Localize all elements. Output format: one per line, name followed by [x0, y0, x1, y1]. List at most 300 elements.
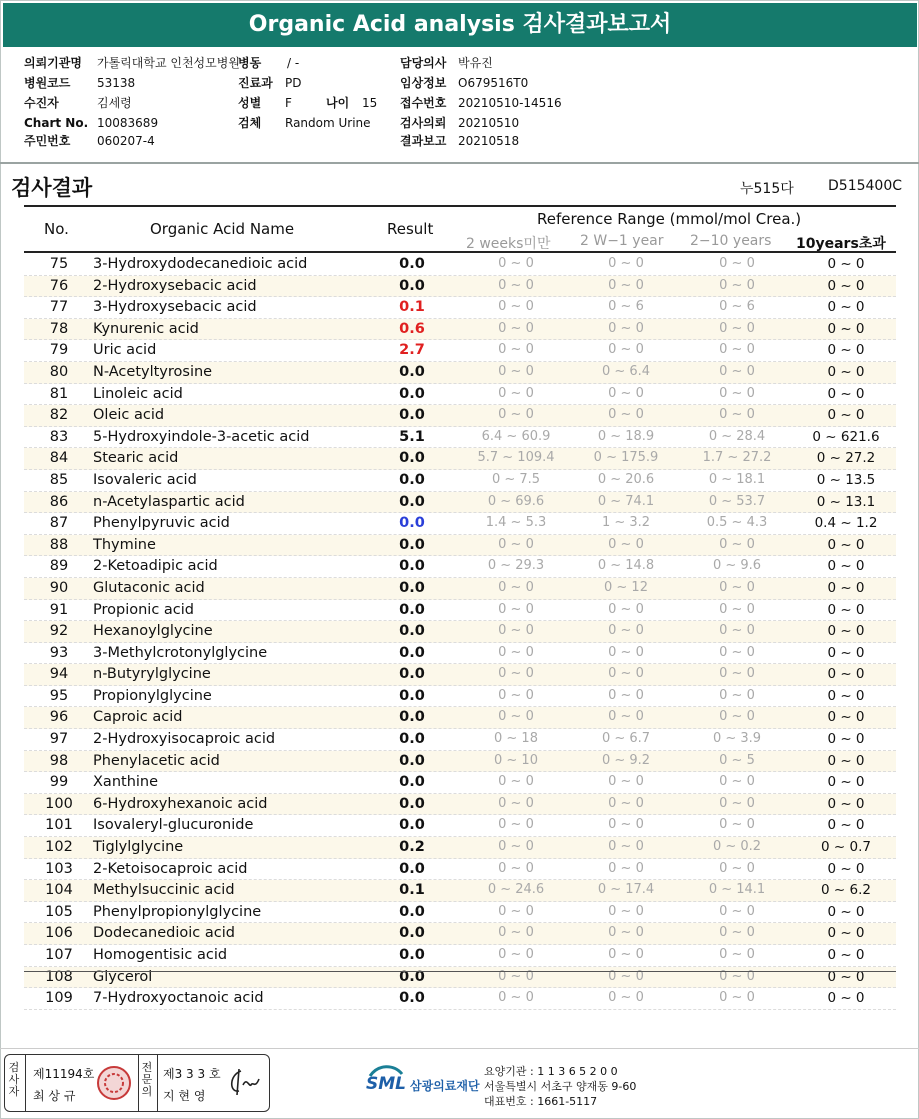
range-2-10y: 0 ~ 0 [719, 277, 755, 293]
result-value: 0.0 [399, 666, 425, 683]
result-value: 0.0 [399, 256, 425, 272]
id-value: 060207-4 [97, 134, 155, 148]
range-2w-1y: 0 ~ 74.1 [597, 493, 655, 509]
row-number: 106 [45, 925, 73, 942]
result-value: 0.0 [399, 795, 425, 812]
range-2-10y: 0 ~ 0 [719, 925, 755, 941]
range-2w-1y: 0 ~ 0 [608, 666, 644, 682]
range-2w-1y: 0 ~ 0 [608, 256, 644, 271]
range-2w-1y: 0 ~ 14.8 [597, 558, 655, 574]
range-2-10y: 0 ~ 0 [719, 342, 755, 358]
acid-name: Glycerol [93, 968, 153, 985]
range-2-10y: 0 ~ 6 [719, 299, 755, 315]
table-row [24, 384, 896, 406]
inspector-number: 제11194호 [33, 1067, 95, 1081]
range-10y-plus: 0 ~ 0 [827, 947, 865, 963]
sex-label: 성별 [238, 96, 262, 110]
row-number: 87 [49, 515, 69, 532]
range-2-10y: 0 ~ 28.4 [708, 428, 766, 444]
box-divider [25, 1055, 26, 1111]
range-10y-plus: 0 ~ 0 [827, 903, 865, 920]
range-10y-plus: 0 ~ 0 [827, 536, 865, 553]
table-row [24, 621, 896, 643]
range-2-10y: 0 ~ 0 [719, 407, 755, 423]
row-number: 95 [49, 687, 69, 704]
range-2weeks: 0 ~ 0 [498, 342, 534, 358]
address: 서울특별시 서초구 양재동 9-60 [484, 1080, 637, 1093]
range-2-10y: 0 ~ 14.1 [708, 882, 766, 898]
seal-icon [95, 1063, 133, 1103]
range-10y-plus: 0 ~ 0 [827, 342, 865, 359]
row-number: 89 [49, 558, 69, 575]
range-2w-1y: 0 ~ 18.9 [597, 428, 655, 444]
range-2w-1y: 0 ~ 0 [608, 320, 644, 336]
row-number: 79 [49, 342, 69, 359]
result-value: 0.0 [399, 363, 425, 380]
range-2-10y: 0 ~ 0 [719, 795, 755, 811]
range-10y-plus: 0 ~ 0 [827, 579, 865, 596]
range-2weeks: 0 ~ 0 [498, 363, 534, 379]
range-2weeks: 0 ~ 0 [498, 990, 534, 1006]
range-2-10y: 0 ~ 0 [719, 709, 755, 725]
request-label: 검사의뢰 [400, 116, 447, 130]
result-value: 0.0 [399, 471, 425, 488]
range-2w-1y: 0 ~ 0 [608, 774, 644, 790]
table-row [24, 254, 896, 276]
phone: 대표번호 : 1661-5117 [484, 1095, 598, 1108]
hospital-code-value: 53138 [97, 76, 136, 90]
range-2weeks: 0 ~ 0 [498, 709, 534, 725]
ward-label: 병동 [238, 56, 262, 70]
acid-name: Phenylpropionylglycine [93, 903, 262, 920]
range-2w-1y: 0 ~ 9.2 [601, 752, 651, 768]
range-10y-plus: 0 ~ 0 [827, 601, 865, 618]
age-label: 나이 [326, 96, 350, 110]
range-2-10y: 0 ~ 0 [719, 990, 755, 1006]
range-2w-1y: 0 ~ 0 [608, 342, 644, 358]
row-number: 78 [49, 320, 69, 337]
signature-icon [223, 1065, 263, 1099]
range-2w-1y: 1 ~ 3.2 [601, 515, 651, 531]
table-row [24, 319, 896, 341]
section-code-2: D515400C [828, 178, 902, 194]
result-value: 0.0 [399, 515, 425, 532]
table-row [24, 945, 896, 967]
table-row [24, 729, 896, 751]
acid-name: Isovaleryl-glucuronide [93, 817, 254, 834]
signature-box [4, 1054, 270, 1112]
row-number: 92 [49, 623, 69, 640]
range-2weeks: 0 ~ 0 [498, 277, 534, 293]
range-10y-plus: 0 ~ 0 [827, 558, 865, 575]
range-2w-1y: 0 ~ 0 [608, 277, 644, 293]
range-2weeks: 0 ~ 0 [498, 968, 534, 984]
table-row [24, 643, 896, 665]
table-row [24, 815, 896, 837]
range-2-10y: 0 ~ 18.1 [708, 471, 766, 487]
range-2-10y: 0 ~ 5 [719, 752, 755, 768]
range-2w-1y: 0 ~ 0 [608, 860, 644, 876]
clinical-value: O679516T0 [458, 76, 529, 90]
range-2-10y: 0 ~ 3.9 [712, 731, 762, 747]
result-value: 0.0 [399, 990, 425, 1007]
box-divider-3 [157, 1055, 158, 1111]
range-2-10y: 0 ~ 0 [719, 774, 755, 790]
hospital-code-label: 병원코드 [24, 76, 71, 90]
table-row [24, 902, 896, 924]
acid-name: 2-Hydroxyisocaproic acid [93, 731, 276, 748]
range-2-10y: 0 ~ 0 [719, 623, 755, 639]
acid-name: Dodecanedioic acid [93, 925, 235, 942]
section-code-1: 누515다 [740, 181, 794, 197]
range-10y-plus: 0 ~ 0 [827, 363, 865, 380]
inspector-name: 최 상 규 [33, 1089, 76, 1103]
report-date-label: 결과보고 [400, 134, 447, 148]
row-number: 83 [49, 428, 69, 445]
acid-name: 6-Hydroxyhexanoic acid [93, 795, 268, 812]
acid-name: 2-Ketoadipic acid [93, 558, 218, 575]
range-10y-plus: 0.4 ~ 1.2 [814, 515, 878, 532]
acid-name: Kynurenic acid [93, 320, 199, 337]
table-row [24, 859, 896, 881]
dept-value: PD [285, 76, 302, 90]
footer-separator [0, 1048, 919, 1049]
range-2weeks: 0 ~ 24.6 [487, 882, 545, 898]
row-number: 96 [49, 709, 69, 726]
result-value: 0.0 [399, 925, 425, 942]
range-2weeks: 0 ~ 0 [498, 687, 534, 703]
range-10y-plus: 0 ~ 13.1 [816, 493, 876, 510]
acid-name: Stearic acid [93, 450, 179, 467]
table-row [24, 600, 896, 622]
result-value: 0.0 [399, 968, 425, 985]
range-2-10y: 0 ~ 0 [719, 947, 755, 962]
header-separator [0, 162, 919, 164]
report-date-value: 20210518 [458, 134, 520, 148]
table-row [24, 297, 896, 319]
range-2-10y: 0 ~ 0 [719, 363, 755, 379]
table-row [24, 535, 896, 557]
range-10y-plus: 0 ~ 27.2 [816, 450, 876, 467]
range-2w-1y: 0 ~ 0 [608, 795, 644, 811]
acid-name: 2-Ketoisocaproic acid [93, 860, 248, 877]
row-number: 102 [45, 839, 73, 856]
row-number: 84 [49, 450, 69, 467]
range-2w-1y: 0 ~ 0 [608, 601, 644, 617]
box-divider-2 [138, 1055, 139, 1111]
range-2w-1y: 0 ~ 0 [608, 947, 644, 962]
range-2-10y: 0 ~ 0 [719, 860, 755, 876]
table-row [24, 427, 896, 449]
result-value: 0.0 [399, 558, 425, 575]
patient-label: 수진자 [24, 96, 59, 110]
range-2weeks: 1.4 ~ 5.3 [485, 515, 547, 531]
range-2-10y: 0.5 ~ 4.3 [706, 515, 768, 531]
col-header-name: Organic Acid Name [150, 220, 295, 238]
range-10y-plus: 0 ~ 0.7 [821, 839, 871, 856]
result-value: 5.1 [399, 428, 425, 445]
range-2weeks: 0 ~ 0 [498, 299, 534, 315]
sml-logo-text: SML [366, 1074, 406, 1094]
range-2weeks: 0 ~ 0 [498, 256, 534, 271]
result-value: 0.0 [399, 579, 425, 596]
acid-name: 2-Hydroxysebacic acid [93, 277, 257, 294]
table-row [24, 470, 896, 492]
acid-name: Phenylpyruvic acid [93, 515, 230, 532]
table-row [24, 686, 896, 708]
range-10y-plus: 0 ~ 0 [827, 925, 865, 942]
range-2w-1y: 0 ~ 0 [608, 903, 644, 919]
row-number: 100 [45, 795, 73, 812]
table-row [24, 794, 896, 816]
result-value: 0.0 [399, 277, 425, 294]
acid-name: Thymine [93, 536, 156, 553]
row-number: 77 [49, 299, 69, 316]
row-number: 103 [45, 860, 73, 877]
doctor-value: 박유진 [458, 56, 493, 70]
result-value: 0.0 [399, 817, 425, 834]
sub-header-2w-1y: 2 W−1 year [580, 233, 664, 249]
result-value: 0.0 [399, 644, 425, 661]
range-2w-1y: 0 ~ 0 [608, 687, 644, 703]
range-10y-plus: 0 ~ 0 [827, 731, 865, 748]
range-2weeks: 0 ~ 0 [498, 774, 534, 790]
row-number: 107 [45, 947, 73, 963]
range-2-10y: 0 ~ 0 [719, 687, 755, 703]
range-2-10y: 0 ~ 0.2 [712, 839, 762, 855]
range-10y-plus: 0 ~ 0 [827, 990, 865, 1007]
range-10y-plus: 0 ~ 0 [827, 623, 865, 640]
row-number: 104 [45, 882, 73, 899]
range-2weeks: 0 ~ 0 [498, 666, 534, 682]
row-number: 97 [49, 731, 69, 748]
specimen-value: Random Urine [285, 116, 371, 130]
range-2-10y: 0 ~ 9.6 [712, 558, 762, 574]
dept-label: 진료과 [238, 76, 273, 90]
section-title: 검사결과 [11, 176, 93, 200]
ward-value: / - [287, 56, 300, 70]
range-2w-1y: 0 ~ 12 [604, 579, 648, 595]
institution-value: 가톨릭대학교 인천성모병원 [97, 56, 240, 70]
acid-name: n-Acetylaspartic acid [93, 493, 245, 510]
col-header-no: No. [44, 220, 69, 238]
range-2w-1y: 0 ~ 0 [608, 968, 644, 984]
range-10y-plus: 0 ~ 0 [827, 687, 865, 704]
table-row [24, 967, 896, 989]
table-row [24, 340, 896, 362]
range-2weeks: 5.7 ~ 109.4 [477, 450, 555, 466]
doctor-label: 담당의사 [400, 56, 447, 70]
acid-name: Homogentisic acid [93, 947, 228, 963]
sub-header-10y-plus: 10years초과 [796, 236, 886, 252]
range-2w-1y: 0 ~ 175.9 [593, 450, 659, 466]
range-2w-1y: 0 ~ 0 [608, 623, 644, 639]
table-top-rule [24, 205, 896, 207]
acid-name: 3-Methylcrotonylglycine [93, 644, 268, 661]
range-10y-plus: 0 ~ 0 [827, 666, 865, 683]
range-2weeks: 0 ~ 69.6 [487, 493, 545, 509]
result-value: 0.0 [399, 860, 425, 877]
table-row [24, 405, 896, 427]
row-number: 86 [49, 493, 69, 510]
report-title: Organic Acid analysis 검사결과보고서 [3, 3, 917, 47]
sub-header-2-10y: 2−10 years [690, 233, 772, 249]
range-2w-1y: 0 ~ 0 [608, 817, 644, 833]
row-number: 105 [45, 903, 73, 920]
table-row [24, 578, 896, 600]
range-2-10y: 0 ~ 0 [719, 817, 755, 833]
table-row [24, 707, 896, 729]
acid-name: Uric acid [93, 342, 157, 359]
row-number: 108 [45, 968, 73, 985]
acid-name: 5-Hydroxyindole-3-acetic acid [93, 428, 310, 445]
range-2weeks: 0 ~ 0 [498, 385, 534, 401]
range-2weeks: 0 ~ 0 [498, 536, 534, 552]
range-2weeks: 0 ~ 0 [498, 795, 534, 811]
receipt-value: 20210510-14516 [458, 96, 562, 110]
range-2-10y: 1.7 ~ 27.2 [702, 450, 772, 466]
table-row [24, 751, 896, 773]
range-2weeks: 0 ~ 0 [498, 623, 534, 639]
range-2-10y: 0 ~ 0 [719, 385, 755, 401]
range-2weeks: 0 ~ 0 [498, 925, 534, 941]
row-number: 75 [49, 256, 69, 272]
table-row [24, 556, 896, 578]
range-10y-plus: 0 ~ 0 [827, 709, 865, 726]
range-2weeks: 0 ~ 0 [498, 579, 534, 595]
range-2w-1y: 0 ~ 0 [608, 385, 644, 401]
result-rows [24, 254, 896, 1010]
result-value: 0.0 [399, 947, 425, 963]
range-2weeks: 0 ~ 0 [498, 644, 534, 660]
inspector-label: 검사자 [8, 1061, 20, 1098]
acid-name: 7-Hydroxyoctanoic acid [93, 990, 264, 1007]
result-value: 0.0 [399, 536, 425, 553]
range-10y-plus: 0 ~ 13.5 [816, 471, 876, 488]
table-row [24, 923, 896, 945]
acid-name: Glutaconic acid [93, 579, 205, 596]
acid-name: Propionic acid [93, 601, 194, 618]
range-10y-plus: 0 ~ 0 [827, 256, 865, 272]
specialist-label: 전문의 [141, 1061, 153, 1098]
range-10y-plus: 0 ~ 0 [827, 277, 865, 294]
range-2-10y: 0 ~ 0 [719, 644, 755, 660]
range-10y-plus: 0 ~ 0 [827, 774, 865, 791]
table-row [24, 276, 896, 298]
table-bottom-rule [24, 971, 896, 972]
result-value: 0.0 [399, 407, 425, 424]
table-row [24, 513, 896, 535]
range-2weeks: 0 ~ 18 [494, 731, 538, 747]
range-2-10y: 0 ~ 0 [719, 666, 755, 682]
table-row [24, 880, 896, 902]
range-2-10y: 0 ~ 0 [719, 601, 755, 617]
specimen-label: 검체 [238, 116, 262, 130]
range-2weeks: 0 ~ 0 [498, 601, 534, 617]
row-number: 76 [49, 277, 69, 294]
range-2w-1y: 0 ~ 0 [608, 407, 644, 423]
table-row [24, 988, 896, 1010]
result-value: 0.0 [399, 601, 425, 618]
range-10y-plus: 0 ~ 0 [827, 644, 865, 661]
range-2-10y: 0 ~ 0 [719, 536, 755, 552]
range-10y-plus: 0 ~ 6.2 [821, 882, 871, 899]
org-name: 삼광의료재단 [410, 1079, 480, 1093]
age-value: 15 [362, 96, 378, 110]
table-row [24, 664, 896, 686]
result-value: 0.1 [399, 882, 425, 899]
range-2weeks: 0 ~ 0 [498, 407, 534, 423]
result-value: 0.0 [399, 731, 425, 748]
table-row [24, 837, 896, 859]
row-number: 101 [45, 817, 73, 834]
range-10y-plus: 0 ~ 0 [827, 968, 865, 985]
range-2weeks: 0 ~ 10 [494, 752, 538, 768]
specialist-name: 지 현 영 [163, 1089, 206, 1103]
range-2-10y: 0 ~ 0 [719, 968, 755, 984]
acid-name: Oleic acid [93, 407, 165, 424]
range-2-10y: 0 ~ 0 [719, 320, 755, 336]
result-value: 0.0 [399, 623, 425, 640]
table-row [24, 362, 896, 384]
range-2weeks: 0 ~ 7.5 [491, 471, 541, 487]
result-value: 0.6 [399, 320, 425, 337]
row-number: 82 [49, 407, 69, 424]
range-2w-1y: 0 ~ 0 [608, 925, 644, 941]
result-value: 0.2 [399, 839, 425, 856]
range-10y-plus: 0 ~ 0 [827, 860, 865, 877]
range-2weeks: 0 ~ 0 [498, 947, 534, 962]
institution-label: 의뢰기관명 [24, 56, 82, 70]
range-2w-1y: 0 ~ 6 [608, 299, 644, 315]
row-number: 98 [49, 752, 69, 769]
range-10y-plus: 0 ~ 0 [827, 299, 865, 316]
range-2w-1y: 0 ~ 0 [608, 644, 644, 660]
range-2w-1y: 0 ~ 17.4 [597, 882, 655, 898]
acid-name: Caproic acid [93, 709, 183, 726]
acid-name: n-Butyrylglycine [93, 666, 211, 683]
acid-name: Methylsuccinic acid [93, 882, 235, 899]
range-10y-plus: 0 ~ 0 [827, 817, 865, 834]
request-value: 20210510 [458, 116, 520, 130]
row-number: 94 [49, 666, 69, 683]
range-10y-plus: 0 ~ 0 [827, 385, 865, 402]
range-2-10y: 0 ~ 0 [719, 256, 755, 271]
chart-label: Chart No. [24, 116, 89, 130]
range-10y-plus: 0 ~ 0 [827, 752, 865, 769]
chart-value: 10083689 [97, 116, 159, 130]
range-2w-1y: 0 ~ 20.6 [597, 471, 655, 487]
specialist-number: 제3 3 3 호 [163, 1067, 221, 1081]
range-2w-1y: 0 ~ 0 [608, 709, 644, 725]
range-2w-1y: 0 ~ 0 [608, 990, 644, 1006]
range-2weeks: 0 ~ 0 [498, 860, 534, 876]
range-2w-1y: 0 ~ 0 [608, 839, 644, 855]
row-number: 88 [49, 536, 69, 553]
table-row [24, 772, 896, 794]
result-value: 0.1 [399, 299, 425, 316]
result-value: 0.0 [399, 687, 425, 704]
acid-name: Isovaleric acid [93, 471, 197, 488]
row-number: 90 [49, 579, 69, 596]
sex-value: F [285, 96, 292, 110]
result-value: 0.0 [399, 774, 425, 791]
range-2weeks: 0 ~ 0 [498, 320, 534, 336]
result-value: 0.0 [399, 903, 425, 920]
table-row [24, 492, 896, 514]
acid-name: 3-Hydroxydodecanedioic acid [93, 256, 308, 272]
patient-value: 김세령 [97, 96, 132, 110]
